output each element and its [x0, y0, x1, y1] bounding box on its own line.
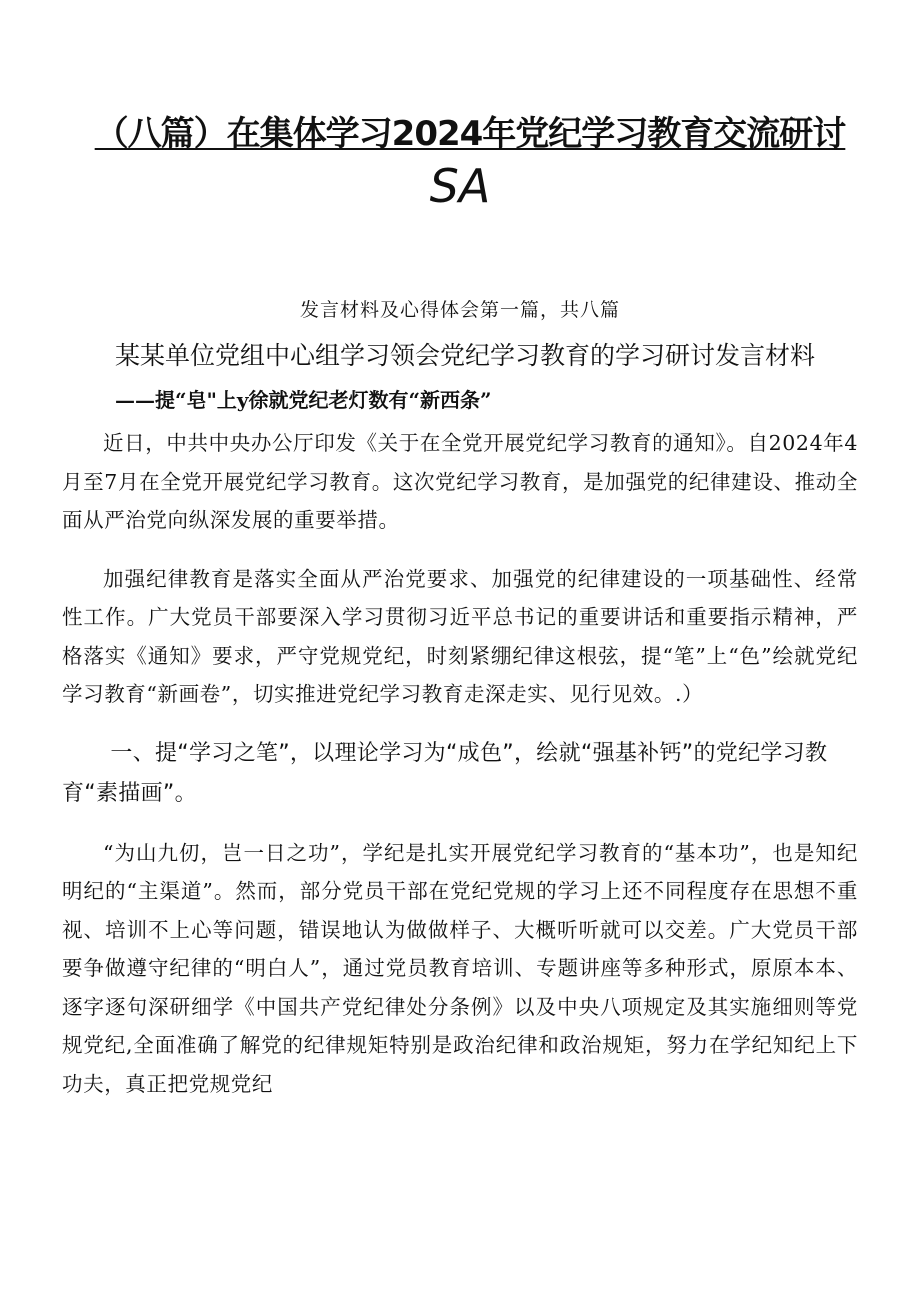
article-heading: 某某单位党组中心组学习领会党纪学习教育的学习研讨发言材料	[115, 341, 816, 370]
paragraph-discipline: 加强纪律教育是落实全面从严治党要求、加强党的纪律建设的一项基础性、经常性工作。广大党员干部要深入学习贯彻习近平总书记的重要讲话和重要指示精神，严格落实《通知》要求，严守党规党纪，时刻紧绷纪律这根弦，提“笔”上“色”绘就党纪学习教育“新画卷”，切实推进党纪学习教育走深走实、见行见效。.）	[62, 566, 858, 706]
series-line: 发言材料及心得体会第一篇，共八篇	[299, 299, 620, 321]
paragraph-spacer	[62, 814, 858, 834]
document-title: （八篇）在集体学习2024年党纪学习教育交流研讨	[94, 114, 846, 154]
paragraph-spacer	[62, 540, 858, 560]
article-body	[62, 424, 858, 1103]
paragraph-spacer	[62, 714, 858, 734]
section-one-heading: 一、提“学习之笔”，以理论学习为“成色”，绘就“强基补钙”的党纪学习教育“素描画”。	[62, 740, 828, 806]
paragraph-intro: 近日，中共中央办公厅印发《关于在全党开展党纪学习教育的通知》。自2024年4月至7月在全党开展党纪学习教育。这次党纪学习教育，是加强党的纪律建设、推动全面从严治党向纵深发展的重要举措。	[62, 431, 858, 532]
article-subtitle: ——提“皂"上y徐就党纪老灯数有“新西条”	[115, 388, 492, 412]
section-one-paragraph: “为山九仞，岂一日之功”，学纪是扎实开展党纪学习教育的“基本功”，也是知纪明纪的“主渠道”。然而，部分党员干部在党纪党规的学习上还不同程度存在思想不重视、培训不上心等问题，错误地认为做做样子、大概听听就可以交差。广大党员干部要争做遵守纪律的“明白人”，通过党员教育培训、专题讲座等多种形式，原原本本、逐字逐句深研细学《中国共产党纪律处分条例》以及中央八项规定及其实施细则等党规党纪,全面准确了解党的纪律规矩特别是政治纪律和政治规矩，努力在学纪知纪上下功夫，真正把党规党纪	[62, 840, 858, 1096]
document-title-continuation: SA	[429, 159, 491, 213]
